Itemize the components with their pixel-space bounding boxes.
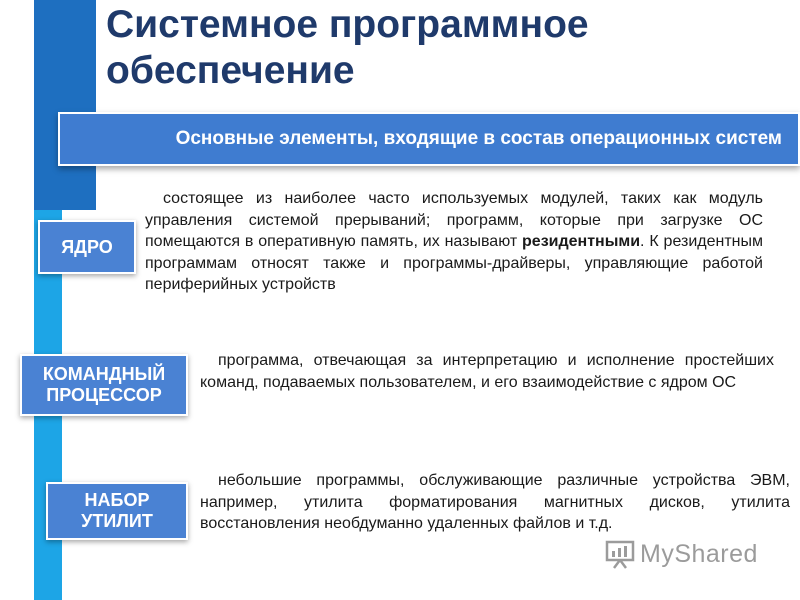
presentation-board-icon [604,538,636,570]
utilities-description: небольшие программы, обслуживающие различные устройства ЭВМ, например, утилита форматирования магнитных дисков, утилита восстановления необдуманно удаленных файлов и т.д. [200,472,790,532]
utilities-label-line1: НАБОР [84,490,150,510]
myshared-watermark [604,536,758,572]
kernel-description [145,188,763,296]
kernel-description-bold: резидентными [522,233,641,250]
kernel-description-part1: состоящее из наиболее часто используемых модулей, таких как модуль управления системой прерываний; программ, которые при загрузке ОС помещаются в оперативную память, их называют [145,190,763,250]
kernel-label-box [38,220,136,274]
command-processor-label-line1: КОМАНДНЫЙ [42,364,166,384]
slide-title: Системное программное обеспечение [106,3,589,92]
subtitle-text: Основные элементы, входящие в состав операционных систем [175,128,782,149]
command-processor-label-line2: ПРОЦЕССОР [46,385,162,405]
utilities-label-line2: УТИЛИТ [81,511,153,531]
watermark-text: MyShared [640,539,758,568]
kernel-description-part2: . К резидентным программам относят также и программы-драйверы, управляющие работой периферийных устройств [145,233,763,293]
decorative-stripe-dark [34,0,96,210]
utilities-label-box [46,482,188,540]
command-processor-label-box [20,354,188,416]
command-processor-description: программа, отвечающая за интерпретацию и исполнение простейших команд, подаваемых пользователем, и его взаимодействие с ядром ОС [200,352,774,391]
kernel-label: ЯДРО [61,236,113,257]
subtitle-banner [58,112,800,166]
